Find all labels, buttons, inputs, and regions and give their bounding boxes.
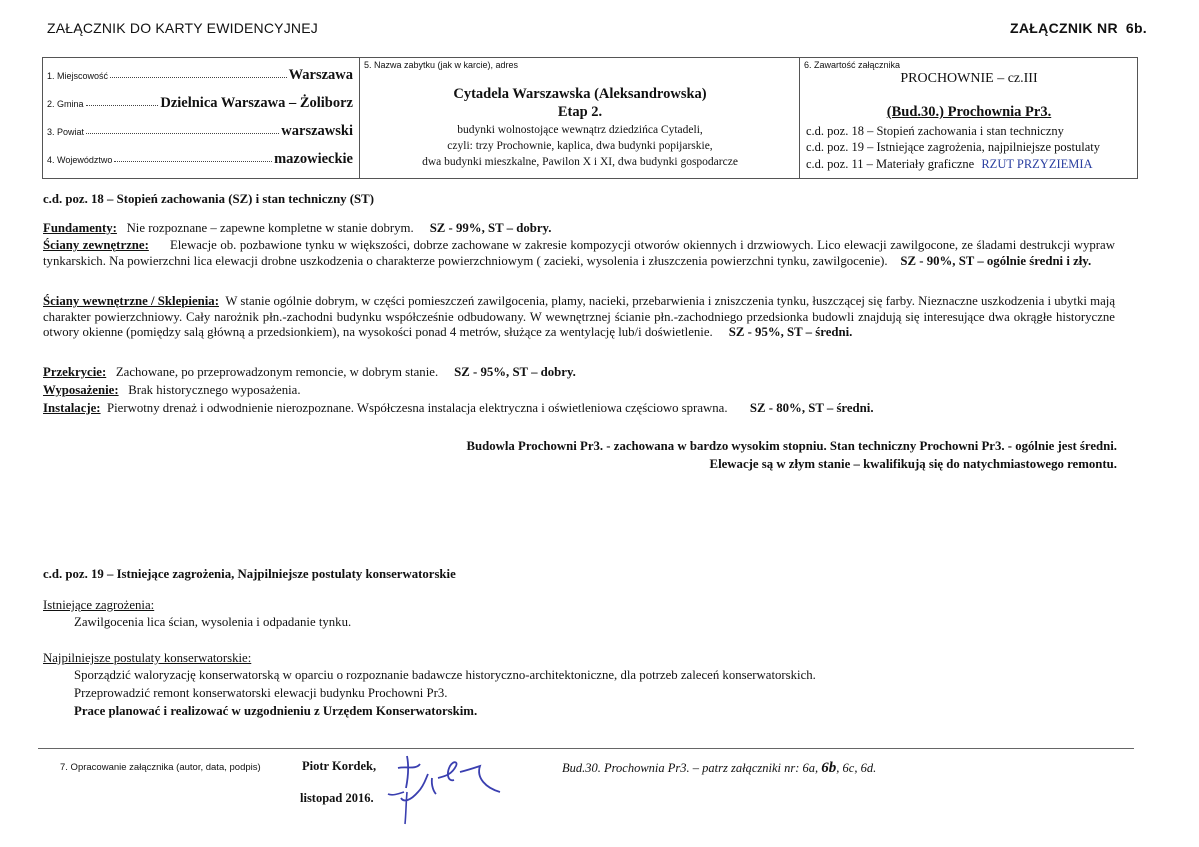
przekrycie-label: Przekrycie: bbox=[43, 365, 107, 379]
footer-label: 7. Opracowanie załącznika (autor, data, podpis) bbox=[60, 762, 261, 773]
location-row-county bbox=[47, 116, 353, 140]
sciany-wewnetrzne-rating: SZ - 95%, ST – średni. bbox=[728, 325, 853, 339]
wyposazenie-paragraph bbox=[43, 383, 1115, 399]
attachment-number-value: 6b. bbox=[1125, 20, 1147, 36]
location-value: mazowieckie bbox=[274, 151, 353, 167]
dotted-leader bbox=[86, 133, 279, 134]
location-value: Dzielnica Warszawa – Żoliborz bbox=[160, 95, 353, 111]
location-value: Warszawa bbox=[288, 67, 353, 83]
section-18-heading: c.d. poz. 18 – Stopień zachowania (SZ) i stan techniczny (ST) bbox=[43, 192, 374, 206]
monument-column bbox=[359, 58, 800, 178]
postulates-label: Najpilniejsze postulaty konserwatorskie: bbox=[43, 651, 252, 665]
attachment-number bbox=[1010, 20, 1147, 36]
location-label: 1. Miejscowość bbox=[47, 71, 109, 81]
contents-line: c.d. poz. 19 – Istniejące zagrożenia, najpilniejsze postulaty bbox=[806, 140, 1100, 154]
wyposazenie-text: Brak historycznego wyposażenia. bbox=[128, 383, 301, 397]
instalacje-text: Pierwotny drenaż i odwodnienie nierozpoznane. Współczesna instalacja elektryczna i oświetleniowa częściowo sprawna. bbox=[106, 401, 728, 415]
postulate-item: Sporządzić waloryzację konserwatorską w oparciu o rozpoznanie badawcze historyczno-architektoniczne, dla potrzeb zaleceń konserwatorskich. bbox=[74, 668, 816, 682]
postulate-item: Prace planować i realizować w uzgodnieniu z Urzędem Konserwatorskim. bbox=[74, 704, 478, 718]
footer-note bbox=[562, 760, 876, 777]
instalacje-paragraph bbox=[43, 401, 1115, 417]
location-column bbox=[43, 58, 359, 178]
contents-subtitle: (Bud.30.) Prochownia Pr3. bbox=[886, 104, 1052, 120]
fundamenty-rating: SZ - 99%, ST – dobry. bbox=[429, 221, 552, 235]
postulate-item: Przeprowadzić remont konserwatorski elewacji budynku Prochowni Pr3. bbox=[74, 686, 448, 700]
threats-label: Istniejące zagrożenia: bbox=[43, 598, 155, 612]
sciany-wewnetrzne-label: Ściany wewnętrzne / Sklepienia: bbox=[43, 294, 219, 308]
fundamenty-text: Nie rozpoznane – zapewne kompletne w stanie dobrym. bbox=[126, 221, 414, 235]
sciany-zewnetrzne-rating: SZ - 90%, ST – ogólnie średni i zły. bbox=[900, 253, 1092, 268]
sciany-zewnetrzne-label: Ściany zewnętrzne: bbox=[43, 238, 149, 252]
location-label: 4. Województwo bbox=[47, 155, 113, 165]
sciany-zewnetrzne-paragraph bbox=[43, 238, 1115, 269]
sciany-wewnetrzne-text: W stanie ogólnie dobrym, w części pomieszczeń zawilgocenia, plamy, nacieki, przebarwienia i zniszczenia tynku, łuszczącej się farby. Nieznaczne uszkodzenia i ubytki mają charakter powierzchniowy. Cały narożnik płn.-zachodni budynku współcześnie odbudowany. W wewnętrznej ścianie płn.-zachodniego przedsionka budowli znajdują się interesujące dwa okrągłe historyczne otwory okienne (pomiędzy salą główną a przedsionkiem), na wysokości ponad 4 metrów, służące za wentylację lub/i doświetlenie. bbox=[43, 294, 1115, 339]
section-19-heading: c.d. poz. 19 – Istniejące zagrożenia, Najpilniejsze postulaty konserwatorskie bbox=[43, 567, 456, 581]
przekrycie-text: Zachowane, po przeprowadzonym remoncie, w dobrym stanie. bbox=[115, 365, 439, 379]
footer-note-suffix: , 6c, 6d. bbox=[836, 761, 877, 775]
monument-name: Cytadela Warszawska (Aleksandrowska) bbox=[453, 86, 707, 102]
dotted-leader bbox=[110, 77, 287, 78]
przekrycie-rating: SZ - 95%, ST – dobry. bbox=[454, 365, 576, 379]
handwritten-signature bbox=[376, 748, 516, 828]
footer-note-prefix: Bud.30. Prochownia Pr3. – patrz załączniki nr: 6a, bbox=[562, 761, 819, 775]
contents-line: c.d. poz. 18 – Stopień zachowania i stan techniczny bbox=[806, 124, 1064, 138]
monument-line: budynki wolnostojące wewnątrz dziedzińca Cytadeli, bbox=[457, 124, 703, 136]
threats-text: Zawilgocenia lica ścian, wysolenia i odpadanie tynku. bbox=[74, 615, 352, 629]
sciany-wewnetrzne-paragraph bbox=[43, 294, 1115, 341]
footer-divider bbox=[38, 748, 1134, 749]
attachment-number-label: ZAŁĄCZNIK NR bbox=[1010, 20, 1118, 36]
location-label: 3. Powiat bbox=[47, 127, 85, 137]
contents-title: PROCHOWNIE – cz.III bbox=[900, 71, 1038, 86]
location-label: 2. Gmina bbox=[47, 99, 84, 109]
instalacje-label: Instalacje: bbox=[43, 401, 101, 415]
footer-author: Piotr Kordek, bbox=[302, 759, 377, 773]
sciany-zewnetrzne-text: Elewacje ob. pozbawione tynku w większości, dobrze zachowane w zakresie kompozycji otworów okiennych i drzwiowych. Lico elewacji zawilgocone, ze śladami destrukcji wypraw tynkarskich. Na powierzchni lica elewacji drobne uszkodzenia o charakterze powierzchniowym ( zacieki, wysolenia i złuszczenia powierzchni tynku, zawilgocenie). bbox=[43, 238, 1115, 268]
summary-line-1: Budowla Prochowni Pr3. - zachowana w bardzo wysokim stopniu. Stan techniczny Prochowni Pr3. - ogólnie jest średni. bbox=[466, 439, 1117, 453]
footer-note-current: 6b bbox=[821, 760, 837, 776]
summary-line-2: Elewacje są w złym stanie – kwalifikują się do natychmiastowego remontu. bbox=[709, 457, 1117, 471]
attachment-header-title: ZAŁĄCZNIK DO KARTY EWIDENCYJNEJ bbox=[47, 20, 318, 36]
wyposazenie-label: Wyposażenie: bbox=[43, 383, 119, 397]
info-table bbox=[42, 57, 1138, 179]
instalacje-rating: SZ - 80%, ST – średni. bbox=[749, 401, 874, 415]
ground-floor-plan-link[interactable]: RZUT PRZYZIEMIA bbox=[981, 157, 1093, 171]
location-row-commune bbox=[47, 88, 353, 112]
dotted-leader bbox=[86, 105, 159, 106]
location-value: warszawski bbox=[281, 123, 353, 139]
monument-label: 5. Nazwa zabytku (jak w karcie), adres bbox=[364, 60, 519, 70]
monument-line: dwa budynki mieszkalne, Pawilon X i XI, dwa budynki gospodarcze bbox=[422, 156, 738, 168]
location-row-voivodeship bbox=[47, 144, 353, 168]
contents-line-graphics bbox=[806, 157, 1093, 172]
dotted-leader bbox=[114, 161, 272, 162]
fundamenty-label: Fundamenty: bbox=[43, 221, 117, 235]
contents-label: 6. Zawartość załącznika bbox=[804, 60, 901, 70]
monument-line: czyli: trzy Prochownie, kaplica, dwa budynki popijarskie, bbox=[447, 140, 713, 152]
contents-line: c.d. poz. 11 – Materiały graficzne bbox=[806, 157, 975, 171]
contents-column bbox=[799, 58, 1138, 178]
location-row-town bbox=[47, 60, 353, 84]
przekrycie-paragraph bbox=[43, 365, 1115, 381]
fundamenty-paragraph bbox=[43, 221, 1115, 237]
monument-stage: Etap 2. bbox=[557, 104, 603, 120]
footer-date: listopad 2016. bbox=[300, 791, 374, 805]
